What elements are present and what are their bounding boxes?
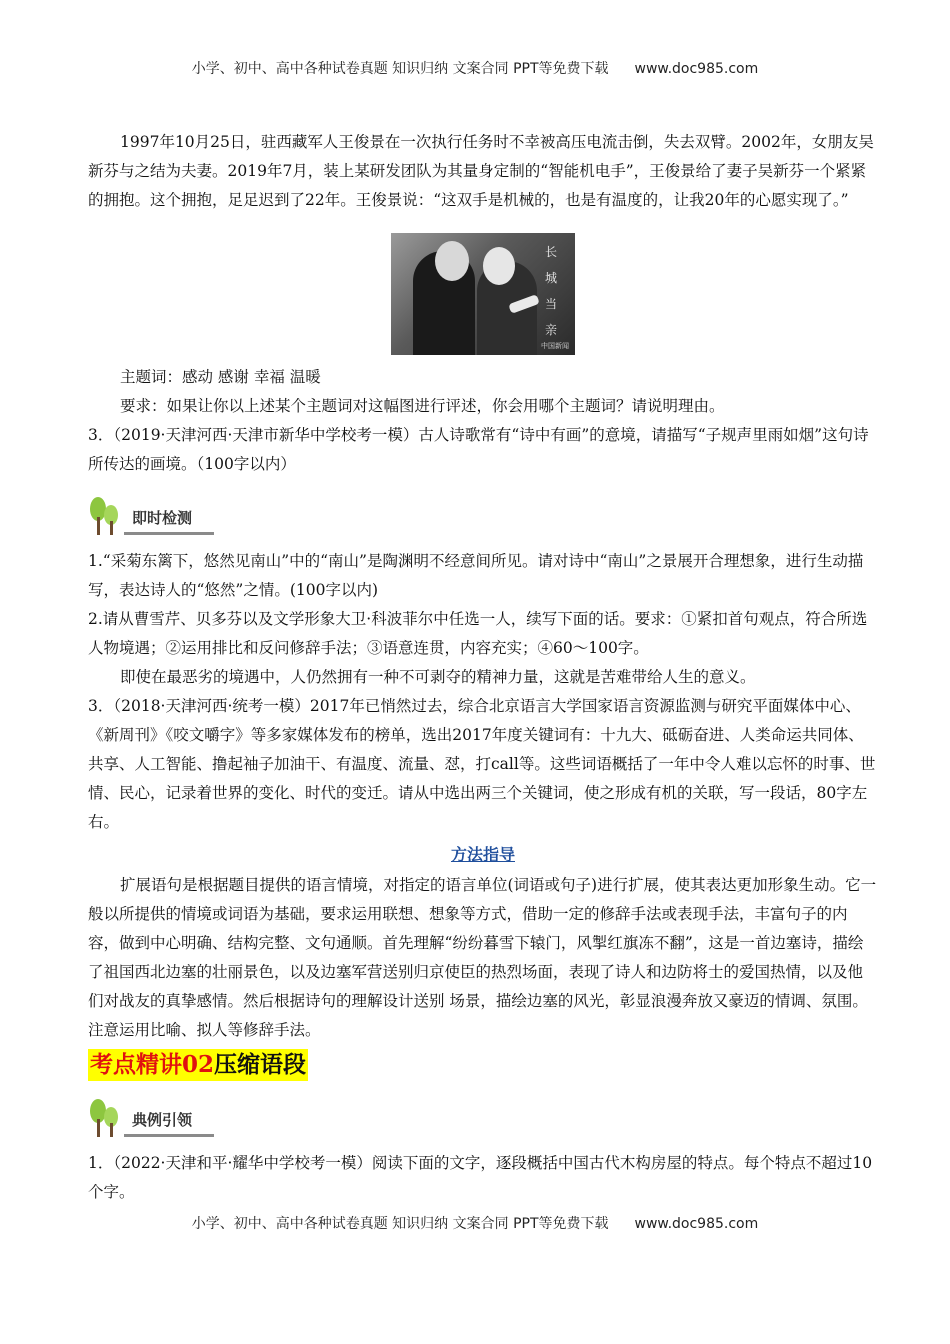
keywords-line: 主题词：感动 感谢 幸福 温暖 (120, 368, 321, 386)
page-footer (0, 1213, 950, 1233)
footer-text: 小学、初中、高中各种试卷真题 知识归纳 文案合同 PPT等免费下载 (191, 1216, 609, 1232)
page-header (0, 58, 950, 78)
heading-red-part: 考点精讲02 (90, 1051, 215, 1078)
tree-icon (88, 495, 122, 535)
tree-icon (88, 1097, 122, 1137)
document-body (88, 128, 878, 1207)
check-item-2: 2.请从曹雪芹、贝多芬以及文学形象大卫·科波菲尔中任选一人，续写下面的话。要求：①紧扣首句观点，符合所选人物境遇；②运用排比和反问修辞手法；③语意连贯，内容充实；④60～100字。 (88, 610, 868, 657)
header-site-link[interactable]: www.doc985.com (634, 61, 759, 77)
heading-black-part: 压缩语段 (214, 1051, 307, 1078)
check-item-3: 3．（2018·天津河西·统考一模）2017年已悄然过去，综合北京语言大学国家语言资源监测与研究平面媒体中心、《新周刊》《咬文嚼字》等多家媒体发布的榜单，选出2017年度关键词有：十九大、砥砺奋进、人类命运共同体、共享、人工智能、撸起袖子加油干、有温度、流量、怼，打call等。这些词语概括了一年中令人难以忘怀的时事、世情、民心，记录着世界的变化、时代的变迁。请从中选出两三个关键词，使之形成有机的关联，写一段话，80字左右。 (88, 697, 876, 831)
header-text: 小学、初中、高中各种试卷真题 知识归纳 文案合同 PPT等免费下载 (191, 61, 609, 77)
passage-paragraph: 1997年10月25日，驻西藏军人王俊景在一次执行任务时不幸被高压电流击倒，失去双臂。2002年，女朋友吴新芬与之结为夫妻。2019年7月，装上某研发团队为其量身定制的“智能机电手”，王俊景给了妻子吴新芬一个紧紧的拥抱。这个拥抱，足足迟到了22年。王俊景说：“这双手是机械的，也是有温度的，让我20年的心愿实现了。” (88, 133, 874, 209)
method-title: 方法指导 (450, 845, 515, 864)
photo-woman-face (483, 247, 515, 285)
section-label: 典例引领 (124, 1107, 214, 1137)
news-photo (391, 233, 575, 355)
footer-site-link[interactable]: www.doc985.com (634, 1216, 759, 1232)
section-tag-example (88, 1097, 878, 1137)
photo-sign-text: 长城当亲 (544, 245, 567, 337)
method-body: 扩展语句是根据题目提供的语言情境，对指定的语言单位(词语或句子)进行扩展，使其表达更加形象生动。它一般以所提供的情境或词语为基础，要求运用联想、想象等方式，借助一定的修辞手法或表现手法，丰富句子的内容，做到中心明确、结构完整、文句通顺。首先理解“纷纷暮雪下辕门，风掣红旗冻不翻”，这是一首边塞诗，描绘了祖国西北边塞的壮丽景色，以及边塞军营送别归京使臣的热烈场面，表现了诗人和边防将士的爱国热情，以及他们对战友的真挚感情。然后根据诗句的理解设计送别 场景，描绘边塞的风光，彰显浪漫奔放又豪迈的情调、氛围。注意运用比喻、拟人等修辞手法。 (88, 876, 877, 1039)
photo-man-face (435, 241, 469, 281)
check-item-2-quote: 即使在最恶劣的境遇中，人仍然拥有一种不可剥夺的精神力量，这就是苦难带给人生的意义。 (120, 668, 756, 686)
requirement-line: 要求：如果让你以上述某个主题词对这幅图进行评述，你会用哪个主题词？请说明理由。 (120, 397, 725, 415)
check-item-1: 1.“采菊东篱下，悠然见南山”中的“南山”是陶渊明不经意间所见。请对诗中“南山”之景展开合理想象，进行生动描写，表达诗人的“悠然”之情。(100字以内) (88, 552, 864, 599)
section-heading-02 (88, 1049, 308, 1081)
section-tag-instant-check (88, 495, 878, 535)
section-label: 即时检测 (124, 505, 214, 535)
example-item-1: 1．（2022·天津和平·耀华中学校考一模）阅读下面的文字，逐段概括中国古代木构房屋的特点。每个特点不超过10个字。 (88, 1154, 873, 1201)
question-3-poem: 3．（2019·天津河西·天津市新华中学校考一模）古人诗歌常有“诗中有画”的意境，请描写“子规声里雨如烟”这句诗所传达的画境。（100字以内） (88, 426, 869, 473)
photo-watermark: 中国新闻 (541, 342, 569, 350)
